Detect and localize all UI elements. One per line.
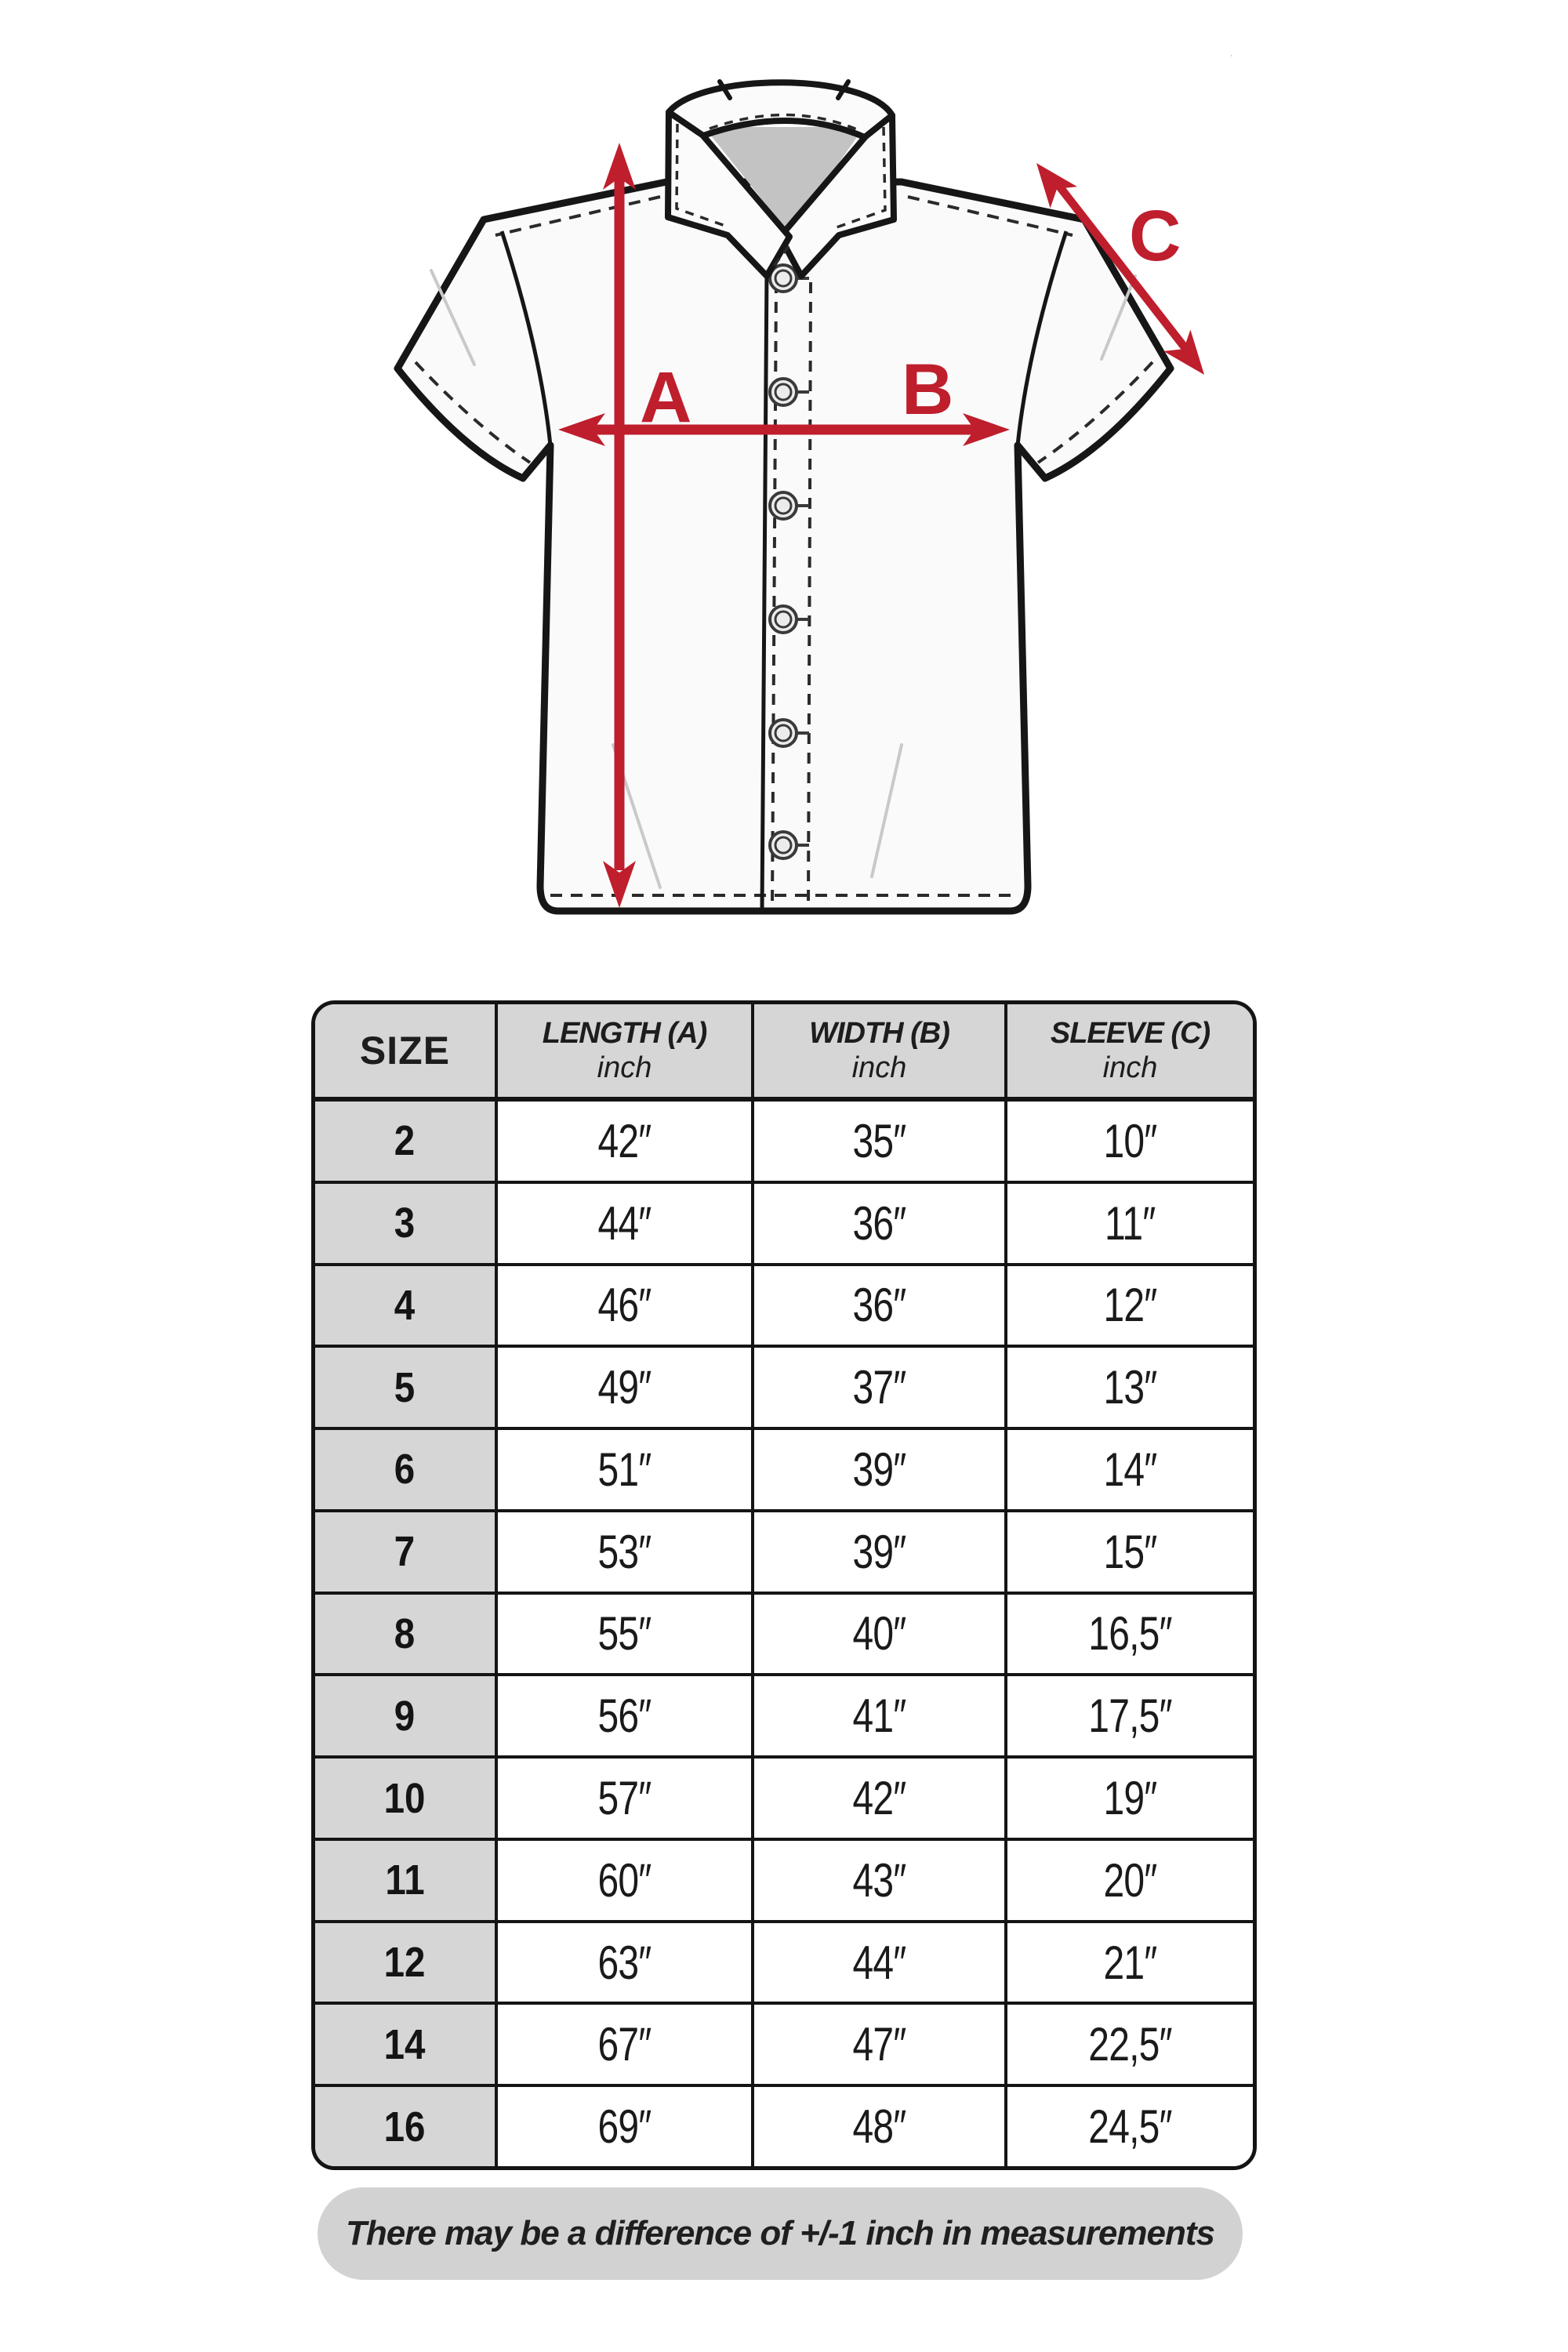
length-cell: 44″	[498, 1184, 754, 1263]
table-row	[315, 1102, 1253, 1184]
length-cell: 46″	[498, 1266, 754, 1345]
table-row	[315, 1266, 1253, 1348]
width-cell: 43″	[754, 1841, 1007, 1920]
size-cell: 2	[315, 1102, 498, 1181]
width-cell: 39″	[754, 1430, 1007, 1509]
size-cell: 10	[315, 1759, 498, 1838]
sleeve-cell: 11″	[1007, 1184, 1253, 1263]
width-cell: 39″	[754, 1512, 1007, 1592]
length-cell: 56″	[498, 1676, 754, 1755]
sleeve-cell: 19″	[1007, 1759, 1253, 1838]
table-header-row	[315, 1004, 1253, 1102]
size-cell: 3	[315, 1184, 498, 1263]
length-cell: 69″	[498, 2087, 754, 2166]
table-row	[315, 1759, 1253, 1841]
table-row	[315, 1841, 1253, 1923]
table-row	[315, 1676, 1253, 1759]
size-cell: 4	[315, 1266, 498, 1345]
table-row	[315, 1430, 1253, 1512]
column-header-width: WIDTH (B) inch	[754, 1004, 1007, 1097]
length-cell: 42″	[498, 1102, 754, 1181]
size-cell: 8	[315, 1595, 498, 1674]
size-cell: 5	[315, 1348, 498, 1427]
tolerance-note	[318, 2187, 1243, 2280]
table-row	[315, 1512, 1253, 1595]
length-cell: 53″	[498, 1512, 754, 1592]
size-table	[311, 1000, 1257, 2170]
sleeve-cell: 17,5″	[1007, 1676, 1253, 1755]
column-header-sleeve: SLEEVE (C) inch	[1007, 1004, 1253, 1097]
width-arrow-label: B	[902, 350, 954, 430]
width-cell: 37″	[754, 1348, 1007, 1427]
shirt-measurement-diagram	[353, 55, 1294, 949]
table-row	[315, 2005, 1253, 2087]
width-cell: 35″	[754, 1102, 1007, 1181]
length-cell: 49″	[498, 1348, 754, 1427]
table-row	[315, 1184, 1253, 1266]
tolerance-note-text: There may be a difference of +/-1 inch in measurements	[346, 2214, 1214, 2252]
sleeve-cell: 14″	[1007, 1430, 1253, 1509]
size-cell: 7	[315, 1512, 498, 1592]
width-cell: 44″	[754, 1923, 1007, 2002]
sleeve-cell: 22,5″	[1007, 2005, 1253, 2084]
length-cell: 57″	[498, 1759, 754, 1838]
sleeve-cell: 10″	[1007, 1102, 1253, 1181]
column-header-length: LENGTH (A) inch	[498, 1004, 754, 1097]
shirt-diagram-svg	[353, 55, 1294, 949]
length-arrow-label: A	[640, 358, 692, 437]
sleeve-cell: 24,5″	[1007, 2087, 1253, 2166]
width-cell: 36″	[754, 1266, 1007, 1345]
size-cell: 11	[315, 1841, 498, 1920]
sleeve-cell: 12″	[1007, 1266, 1253, 1345]
length-cell: 55″	[498, 1595, 754, 1674]
width-cell: 48″	[754, 2087, 1007, 2166]
size-cell: 9	[315, 1676, 498, 1755]
sleeve-cell: 21″	[1007, 1923, 1253, 2002]
length-cell: 60″	[498, 1841, 754, 1920]
table-row	[315, 1923, 1253, 2005]
table-row	[315, 2087, 1253, 2166]
size-cell: 16	[315, 2087, 498, 2166]
size-cell: 14	[315, 2005, 498, 2084]
width-cell: 42″	[754, 1759, 1007, 1838]
table-row	[315, 1348, 1253, 1430]
sleeve-arrow-label: C	[1129, 196, 1181, 276]
width-cell: 40″	[754, 1595, 1007, 1674]
sleeve-cell: 20″	[1007, 1841, 1253, 1920]
width-cell: 41″	[754, 1676, 1007, 1755]
table-row	[315, 1595, 1253, 1677]
length-cell: 51″	[498, 1430, 754, 1509]
length-cell: 63″	[498, 1923, 754, 2002]
column-header-size: SIZE	[315, 1004, 498, 1097]
width-cell: 36″	[754, 1184, 1007, 1263]
sleeve-cell: 13″	[1007, 1348, 1253, 1427]
width-cell: 47″	[754, 2005, 1007, 2084]
sleeve-cell: 15″	[1007, 1512, 1253, 1592]
size-cell: 12	[315, 1923, 498, 2002]
length-cell: 67″	[498, 2005, 754, 2084]
sleeve-cell: 16,5″	[1007, 1595, 1253, 1674]
size-cell: 6	[315, 1430, 498, 1509]
